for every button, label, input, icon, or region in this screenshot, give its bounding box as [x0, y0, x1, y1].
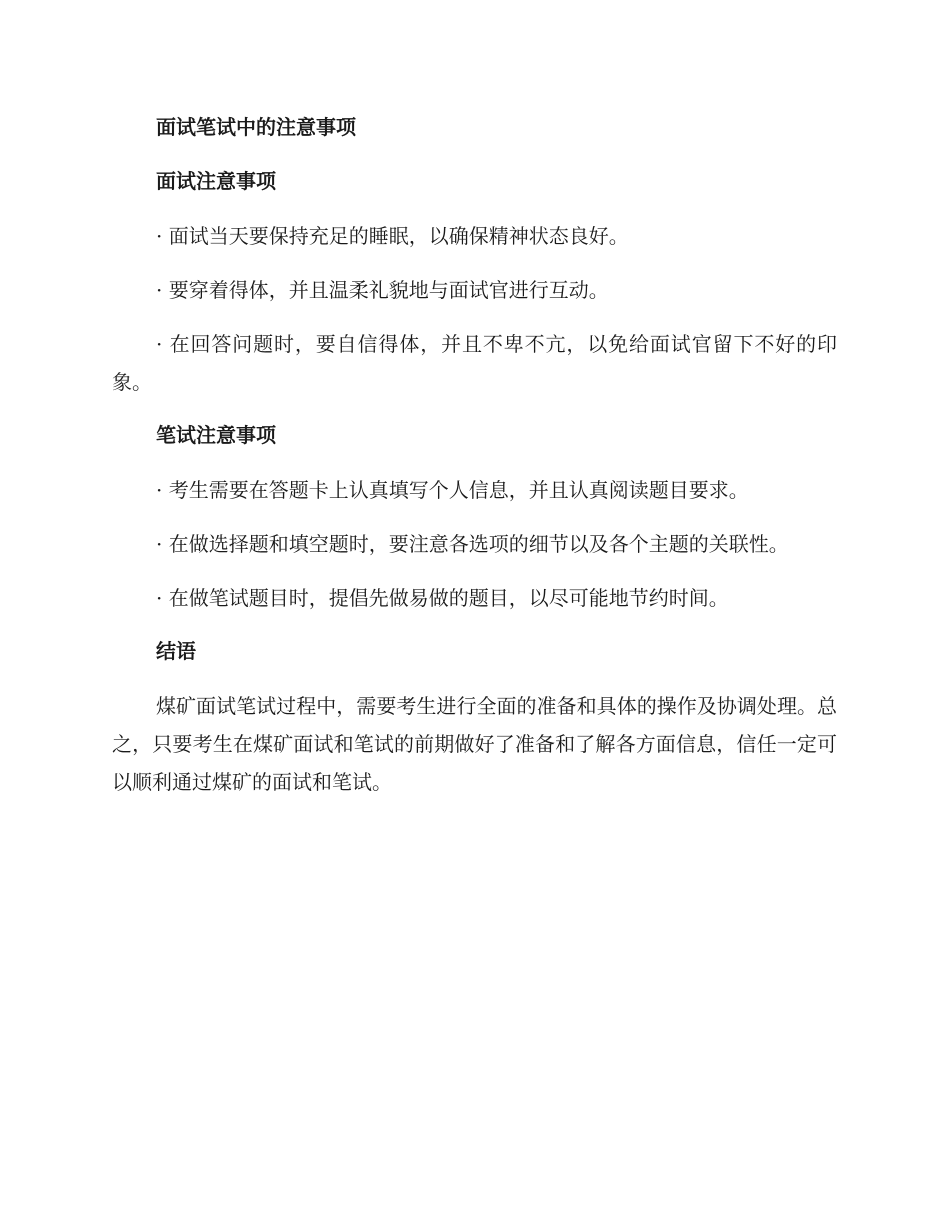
- document-body: [112, 109, 837, 801]
- written-item: · 在做笔试题目时，提倡先做易做的题目，以尽可能地节约时间。: [156, 586, 729, 610]
- interview-item: · 面试当天要保持充足的睡眠，以确保精神状态良好。: [156, 224, 629, 248]
- interview-item: · 在回答问题时，要自信得体，并且不卑不亢，以免给面试官留下不好的印象。: [112, 332, 837, 394]
- interview-item: · 要穿着得体，并且温柔礼貌地与面试官进行互动。: [156, 278, 609, 302]
- conclusion-paragraph: 煤矿面试笔试过程中，需要考生进行全面的准备和具体的操作及协调处理。总之，只要考生在煤矿面试和笔试的前期做好了准备和了解各方面信息，信任一定可以顺利通过煤矿的面试和笔试。: [112, 694, 837, 794]
- section-heading-conclusion: 结语: [156, 639, 196, 663]
- written-item: · 在做选择题和填空题时，要注意各选项的细节以及各个主题的关联性。: [156, 532, 789, 556]
- written-item: · 考生需要在答题卡上认真填写个人信息，并且认真阅读题目要求。: [156, 478, 749, 502]
- document-title: 面试笔试中的注意事项: [156, 115, 356, 139]
- section-heading-written: 笔试注意事项: [156, 423, 276, 447]
- section-heading-interview: 面试注意事项: [156, 169, 276, 193]
